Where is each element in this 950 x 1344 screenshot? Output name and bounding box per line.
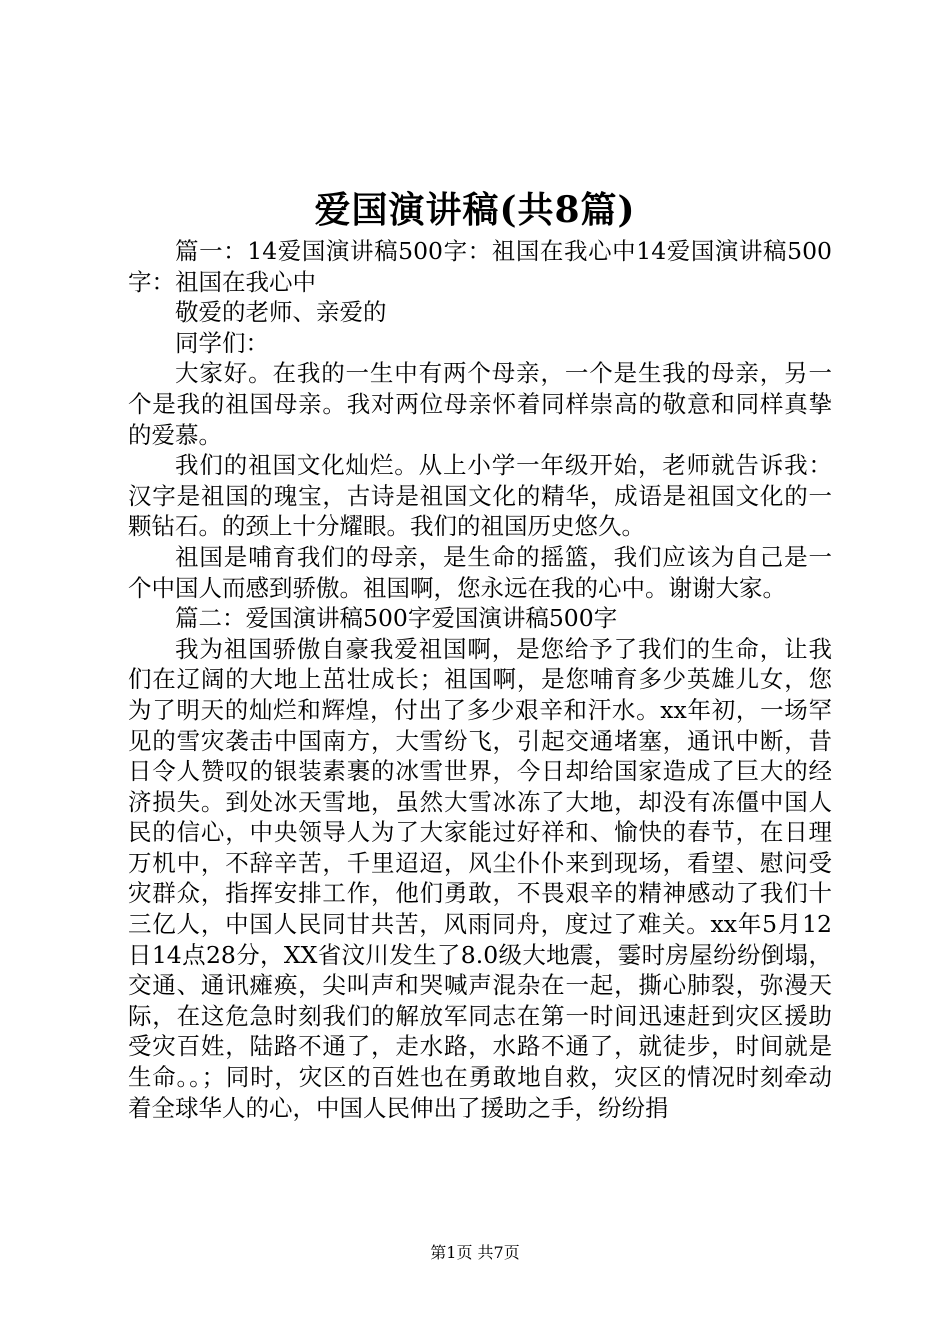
paragraph: 大家好。在我的一生中有两个母亲，一个是生我的母亲，另一个是我的祖国母亲。我对两位母亲怀着同样崇高的敬意和同样真挚的爱慕。 [128, 359, 832, 449]
section-heading: 篇二：爱国演讲稿500字爱国演讲稿500字 [175, 604, 618, 633]
paragraph: 我为祖国骄傲自豪我爱祖国啊，是您给予了我们的生命，让我们在辽阔的大地上茁壮成长；祖国啊，是您哺育多少英雄儿女，您为了明天的灿烂和辉煌，付出了多少艰辛和汗水。xx年初，一场罕见的雪灾袭击中国南方，大雪纷飞，引起交通堵塞，通讯中断，昔日令人赞叹的银装素裹的冰雪世界，今日却给国家造成了巨大的经济损失。到处冰天雪地，虽然大雪冰冻了大地，却没有冻僵中国人民的信心，中央领导人为了大家能过好祥和、愉快的春节，在日理万机中，不辞辛苦，千里迢迢，风尘仆仆来到现场，看望、慰问受灾群众，指挥安排工作，他们勇敢，不畏艰辛的精神感动了我们十三亿人，中国人民同甘共苦，风雨同舟，度过了难关。xx年5月12日14点28分，XX省汶川发生了8.0级大地震，霎时房屋纷纷倒塌，交通、通讯瘫痪，尖叫声和哭喊声混杂在一起，撕心肺裂，弥漫天际，在这危急时刻我们的解放军同志在第一时间迅速赶到灾区援助受灾百姓，陆路不通了，走水路，水路不通了，就徒步，时间就是生命。。；同时，灾区的百姓也在勇敢地自救，灾区的情况时刻牵动着全球华人的心，中国人民伸出了援助之手，纷纷捐 [128, 634, 832, 1122]
paragraph: 祖国是哺育我们的母亲，是生命的摇篮，我们应该为自己是一个中国人而感到骄傲。祖国啊，您永远在我的心中。谢谢大家。 [128, 542, 832, 602]
page-title: 爱国演讲稿(共8篇) [314, 189, 636, 231]
paragraph: 我们的祖国文化灿烂。从上小学一年级开始，老师就告诉我：汉字是祖国的瑰宝，古诗是祖国文化的精华，成语是祖国文化的一颗钻石。的颈上十分耀眼。我们的祖国历史悠久。 [128, 451, 832, 541]
paragraph: 同学们： [175, 328, 269, 357]
paragraph: 敬爱的老师、亲爱的 [175, 298, 387, 327]
page-footer: 第1页 共7页 [430, 1243, 520, 1262]
document-body [128, 236, 832, 1123]
section-heading: 篇一：14爱国演讲稿500字：祖国在我心中14爱国演讲稿500字：祖国在我心中 [128, 237, 832, 296]
